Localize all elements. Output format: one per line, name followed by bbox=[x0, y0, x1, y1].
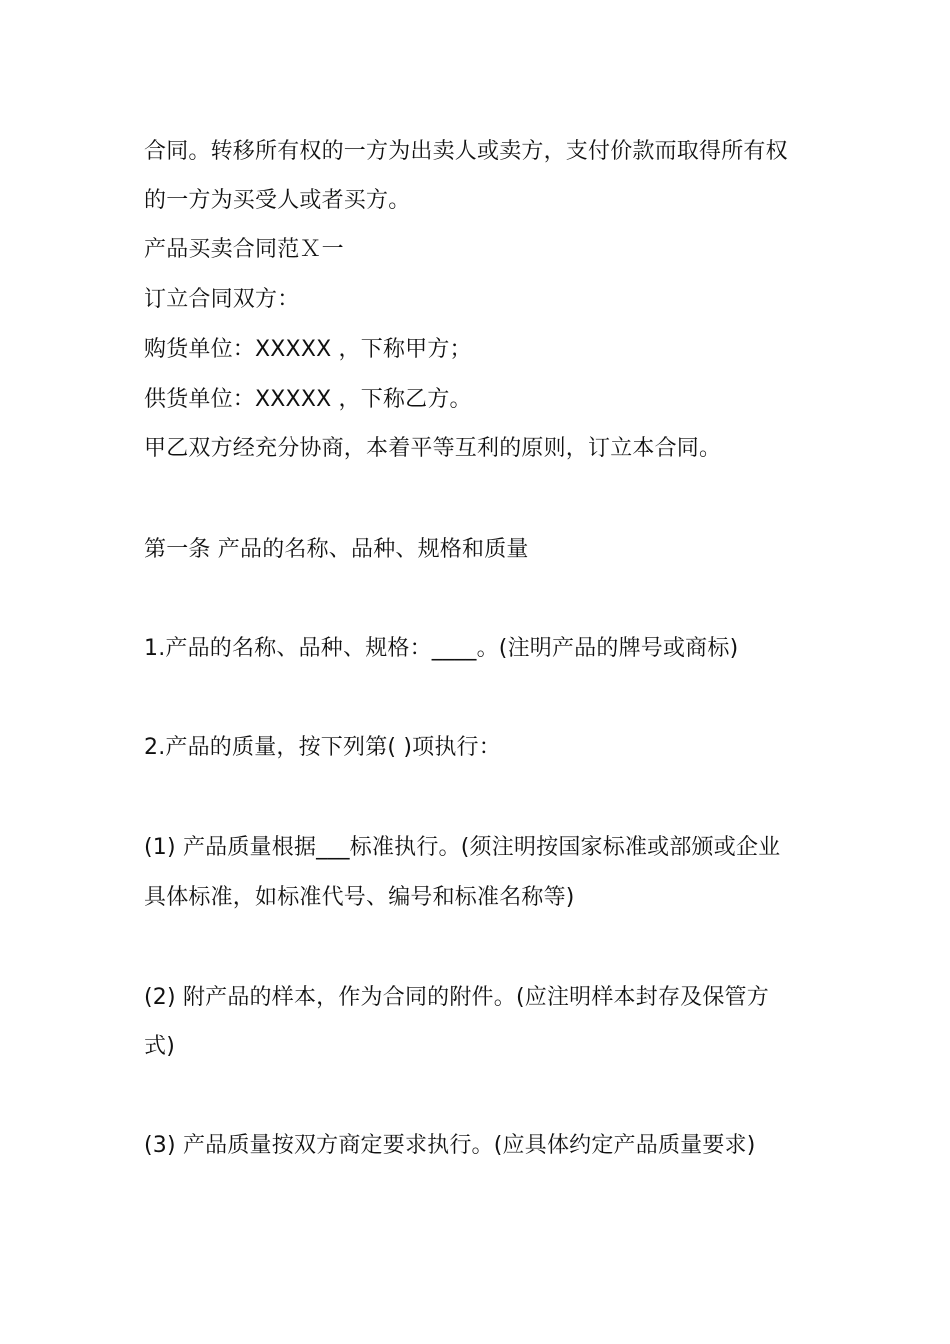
item-1-line: 1.产品的名称、品种、规格：____。(注明产品的牌号或商标) bbox=[144, 636, 739, 661]
option-3-line: (3) 产品质量按双方商定要求执行。(应具体约定产品质量要求) bbox=[144, 1133, 756, 1158]
contract-title: 产品买卖合同范Ｘ一 bbox=[144, 237, 344, 262]
agreement-statement: 甲乙双方经充分协商，本着平等互利的原则，订立本合同。 bbox=[144, 436, 722, 461]
item-2-line: 2.产品的质量，按下列第( )项执行： bbox=[144, 735, 501, 760]
option-2-line-2: 式) bbox=[144, 1034, 175, 1059]
article-one-heading: 第一条 产品的名称、品种、规格和质量 bbox=[144, 537, 529, 562]
paragraph-line-1: 合同。转移所有权的一方为出卖人或卖方，支付价款而取得所有权 bbox=[144, 139, 788, 164]
option-1-line-1: (1) 产品质量根据___标准执行。(须注明按国家标准或部颁或企业 bbox=[144, 835, 781, 860]
option-1-line-2: 具体标准，如标准代号、编号和标准名称等) bbox=[144, 885, 575, 910]
supplier-line: 供货单位：XXXXX ，下称乙方。 bbox=[144, 387, 472, 412]
parties-heading: 订立合同双方： bbox=[144, 287, 300, 312]
paragraph-line-2: 的一方为买受人或者买方。 bbox=[144, 188, 411, 213]
option-2-line-1: (2) 附产品的样本，作为合同的附件。(应注明样本封存及保管方 bbox=[144, 985, 769, 1010]
buyer-line: 购货单位：XXXXX ，下称甲方； bbox=[144, 337, 472, 362]
